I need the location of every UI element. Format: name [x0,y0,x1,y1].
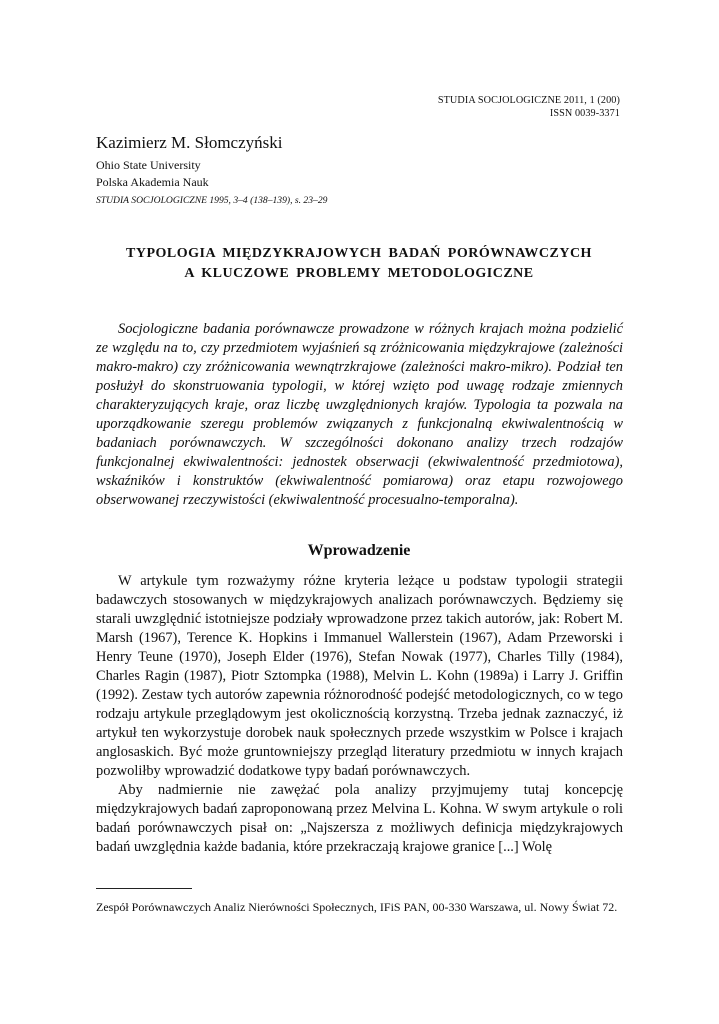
section-body [96,572,623,857]
author-block [96,132,616,208]
author-affiliation-2: Polska Akademia Nauk [96,175,209,189]
article-title [96,244,622,284]
author-name: Kazimierz M. Słomczyński [96,133,283,152]
journal-reference [438,94,620,120]
body-paragraph-2: Aby nadmiernie nie zawężać pola analizy przyjmujemy tutaj koncepcję międzykrajowych badań zaproponowaną przez Melvina L. Kohna. W swym artykule o roli badań porównawczych pisał on: „Najszersza z możliwych definicja międzykrajowych badań uwzględnia każde badania, które przekraczają krajowe granice [...] Wolę [96,782,623,855]
journal-issue-line: STUDIA SOCJOLOGICZNE 2011, 1 (200) [437,95,620,106]
title-line-1: TYPOLOGIA MIĘDZYKRAJOWYCH BADAŃ PORÓWNAWCZYCH [126,246,592,261]
section-heading: Wprowadzenie [307,542,411,559]
body-paragraph-1: W artykule tym rozważymy różne kryteria leżące u podstaw typologii strategii badawczych stosowanych w międzykrajowych analizach porównawczych. Będziemy się starali uwzględnić istotniejsze podziały wprowadzone przez takich autorów, jak: Robert M. Marsh (1967), Terence K. Hopkins i Immanuel Wallerstein (1967), Adam Przeworski i Henry Teune (1970), Joseph Elder (1976), Stefan Nowak (1977), Charles Tilly (1984), Charles Ragin (1987), Piotr Sztompka (1988), Melvin L. Kohn (1989a) i Larry J. Griffin (1992). Zestaw tych autorów zapewnia różnorodność podejść metodologicznych, co w tego rodzaju artykule przeglądowym jest okolicznością korzystną. Trzeba jednak zaznaczyć, iż artykuł ten wykorzystuje dorobek nauk społecznych przede wszystkim w Polsce i krajach anglosaskich. Być może gruntowniejszy przegląd literatury przedmiotu w innych krajach pozwoliłby wprowadzić dodatkowe typy badań porównawczych. [96,573,623,779]
title-line-2: A KLUCZOWE PROBLEMY METODOLOGICZNE [184,266,534,281]
abstract: Socjologiczne badania porównawcze prowadzone w różnych krajach można podzielić ze względu na to, czy przedmiotem wyjaśnień są zróżnicowania międzykrajowe (zależności makro-makro) czy zróżnicowania wewnątrzkrajowe (zależności makro-mikro). Podział ten posłużył do skonstruowania typologii, w której wzięto pod uwagę rodzaje zmiennych charakteryzujących kraje, oraz liczbę uwzględnionych krajów. Typologia ta pozwala na uporządkowanie szeregu problemów związanych z funkcjonalną ekwiwalentnością w badaniach porównawczych. W szczególności dokonano analizy trzech rodzajów funkcjonalnej ekwiwalentności: jednostek obserwacji (ekwiwalentność przedmiotowa), wskaźników i konstruktów (ekwiwalentność pomiarowa) oraz etapu rozwojowego obserwowanej rzeczywistości (ekwiwalentność procesualno-temporalna). [96,321,623,508]
author-affiliation-1: Ohio State University [96,158,201,172]
footnote-divider [96,888,192,889]
reprint-source: STUDIA SOCJOLOGICZNE 1995, 3–4 (138–139), s. 23–29 [96,195,328,206]
footnote: Zespół Porównawczych Analiz Nierówności Społecznych, IFiS PAN, 00-330 Warszawa, ul. Nowy Świat 72. [96,900,618,914]
issn-line: ISSN 0039-3371 [549,108,620,119]
